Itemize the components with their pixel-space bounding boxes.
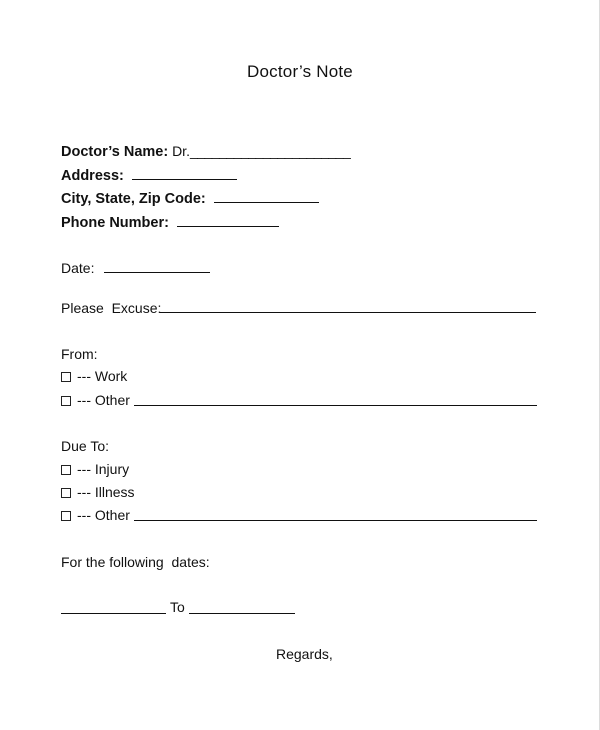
- doctor-name-label: Doctor’s Name:: [61, 144, 169, 160]
- from-other-field[interactable]: [134, 405, 537, 406]
- due-option-label: --- Other: [77, 507, 130, 523]
- from-option-label: --- Other: [77, 392, 130, 408]
- closing-text: Regards,: [276, 646, 333, 662]
- date-label: Date:: [61, 260, 95, 276]
- start-date-field[interactable]: [61, 613, 166, 614]
- from-option-other[interactable]: [61, 391, 130, 409]
- end-date-field[interactable]: [189, 613, 295, 614]
- city-field[interactable]: [214, 188, 319, 203]
- phone-label: Phone Number:: [61, 215, 169, 231]
- due-option-label: --- Illness: [77, 484, 135, 500]
- checkbox-icon[interactable]: [61, 511, 71, 521]
- address-label: Address:: [61, 168, 124, 184]
- city-row: [61, 188, 319, 208]
- from-option-work[interactable]: [61, 367, 127, 385]
- page-title: Doctor’s Note: [247, 62, 353, 81]
- due-option-injury[interactable]: [61, 460, 129, 478]
- due-option-other[interactable]: [61, 506, 130, 524]
- dates-label: For the following dates:: [61, 554, 210, 570]
- phone-field[interactable]: [177, 212, 279, 227]
- excuse-label: Please Excuse:: [61, 300, 162, 316]
- due-option-label: --- Injury: [77, 461, 130, 477]
- doctor-prefix: Dr.: [172, 143, 190, 159]
- due-other-field[interactable]: [134, 520, 537, 521]
- phone-row: [61, 212, 279, 232]
- checkbox-icon[interactable]: [61, 488, 71, 498]
- address-row: [61, 165, 237, 185]
- from-option-label: --- Work: [77, 368, 128, 384]
- excuse-field[interactable]: [160, 312, 536, 313]
- checkbox-icon[interactable]: [61, 396, 71, 406]
- date-field[interactable]: [104, 258, 210, 273]
- checkbox-icon[interactable]: [61, 372, 71, 382]
- checkbox-icon[interactable]: [61, 465, 71, 475]
- to-label: To: [170, 599, 185, 615]
- city-label: City, State, Zip Code:: [61, 191, 206, 207]
- address-field[interactable]: [132, 165, 237, 180]
- due-to-label: Due To:: [61, 438, 109, 454]
- excuse-row: [61, 299, 161, 317]
- date-row: [61, 258, 210, 277]
- due-option-illness[interactable]: [61, 483, 135, 501]
- doctor-name-blank[interactable]: ______________________: [189, 143, 351, 159]
- doctor-name-row: [61, 142, 350, 161]
- from-label: From:: [61, 346, 98, 362]
